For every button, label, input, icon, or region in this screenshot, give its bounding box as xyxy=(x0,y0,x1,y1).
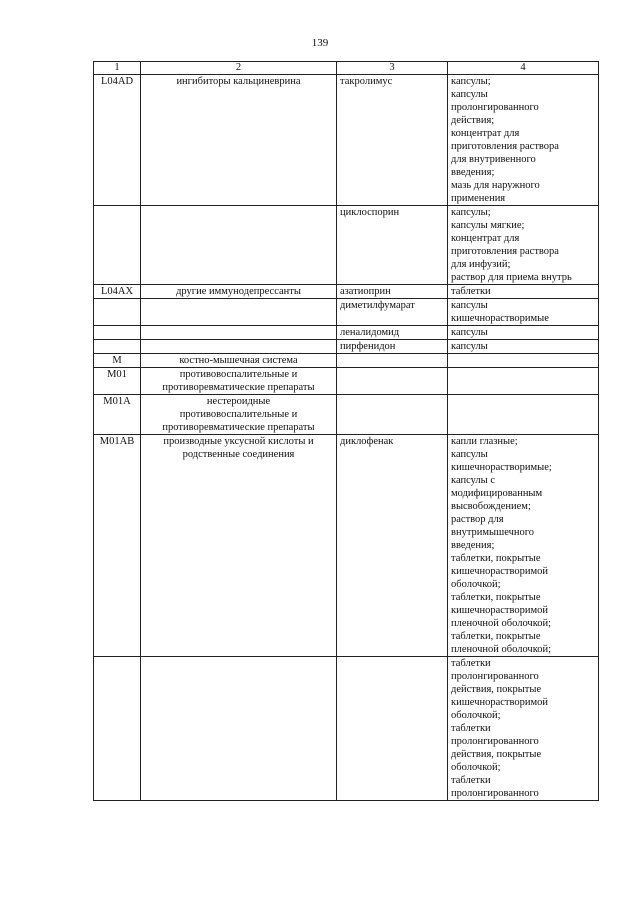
table-row xyxy=(94,354,599,368)
dosage-form-cell: капсулы xyxy=(448,340,599,354)
dosage-form-cell: капсулы; капсулы пролонгированного действия; концентрат для приготовления раствора для внутривенного введения; мазь для наружного применения xyxy=(448,75,599,206)
dosage-form-cell: капсулы xyxy=(448,326,599,340)
group-name-cell: костно-мышечная система xyxy=(141,354,337,368)
table-body xyxy=(94,75,599,801)
drug-name-cell xyxy=(337,368,448,395)
group-name-cell: другие иммунодепрессанты xyxy=(141,285,337,299)
atc-code-cell: L04AD xyxy=(94,75,141,206)
dosage-form-cell xyxy=(448,354,599,368)
drug-name-cell: такролимус xyxy=(337,75,448,206)
group-name-cell: ингибиторы кальциневрина xyxy=(141,75,337,206)
group-name-cell: противовоспалительные и противоревматические препараты xyxy=(141,368,337,395)
group-name-cell xyxy=(141,340,337,354)
table-row xyxy=(94,299,599,326)
table-row xyxy=(94,435,599,657)
table-row xyxy=(94,368,599,395)
atc-code-cell xyxy=(94,340,141,354)
table-row xyxy=(94,75,599,206)
group-name-cell xyxy=(141,299,337,326)
table-row xyxy=(94,326,599,340)
table-row xyxy=(94,395,599,435)
atc-code-cell: M01A xyxy=(94,395,141,435)
table-row xyxy=(94,340,599,354)
dosage-form-cell: капли глазные; капсулы кишечнорастворимые; капсулы с модифицированным высвобождением; раствор для внутримышечного введения; таблетки, покрытые кишечнорастворимой оболочкой; таблетки, покрытые кишечнорастворимой пленочной оболочкой; таблетки, покрытые пленочной оболочкой; xyxy=(448,435,599,657)
atc-code-cell: M01AB xyxy=(94,435,141,657)
atc-code-cell xyxy=(94,657,141,801)
dosage-form-cell: капсулы кишечнорастворимые xyxy=(448,299,599,326)
atc-code-cell xyxy=(94,299,141,326)
group-name-cell: нестероидные противовоспалительные и противоревматические препараты xyxy=(141,395,337,435)
table-row xyxy=(94,657,599,801)
header-col-2: 2 xyxy=(141,62,337,75)
dosage-form-cell: таблетки xyxy=(448,285,599,299)
header-row xyxy=(94,62,599,75)
dosage-form-cell xyxy=(448,368,599,395)
page-number: 139 xyxy=(311,37,329,49)
group-name-cell: производные уксусной кислоты и родственные соединения xyxy=(141,435,337,657)
drug-name-cell: диметилфумарат xyxy=(337,299,448,326)
group-name-cell xyxy=(141,206,337,285)
drug-name-cell xyxy=(337,354,448,368)
dosage-form-cell xyxy=(448,395,599,435)
group-name-cell xyxy=(141,326,337,340)
atc-code-cell: M xyxy=(94,354,141,368)
drug-name-cell: пирфенидон xyxy=(337,340,448,354)
atc-code-cell xyxy=(94,206,141,285)
drug-table xyxy=(93,61,599,801)
drug-name-cell: азатиоприн xyxy=(337,285,448,299)
dosage-form-cell: капсулы; капсулы мягкие; концентрат для приготовления раствора для инфузий; раствор для приема внутрь xyxy=(448,206,599,285)
table-row xyxy=(94,285,599,299)
header-col-3: 3 xyxy=(337,62,448,75)
header-col-1: 1 xyxy=(94,62,141,75)
header-col-4: 4 xyxy=(448,62,599,75)
drug-name-cell: циклоспорин xyxy=(337,206,448,285)
drug-name-cell: диклофенак xyxy=(337,435,448,657)
drug-name-cell: леналидомид xyxy=(337,326,448,340)
atc-code-cell xyxy=(94,326,141,340)
atc-code-cell: L04AX xyxy=(94,285,141,299)
atc-code-cell: M01 xyxy=(94,368,141,395)
drug-name-cell xyxy=(337,657,448,801)
drug-name-cell xyxy=(337,395,448,435)
dosage-form-cell: таблетки пролонгированного действия, покрытые кишечнорастворимой оболочкой; таблетки пролонгированного действия, покрытые оболочкой; таблетки пролонгированного xyxy=(448,657,599,801)
group-name-cell xyxy=(141,657,337,801)
table-row xyxy=(94,206,599,285)
